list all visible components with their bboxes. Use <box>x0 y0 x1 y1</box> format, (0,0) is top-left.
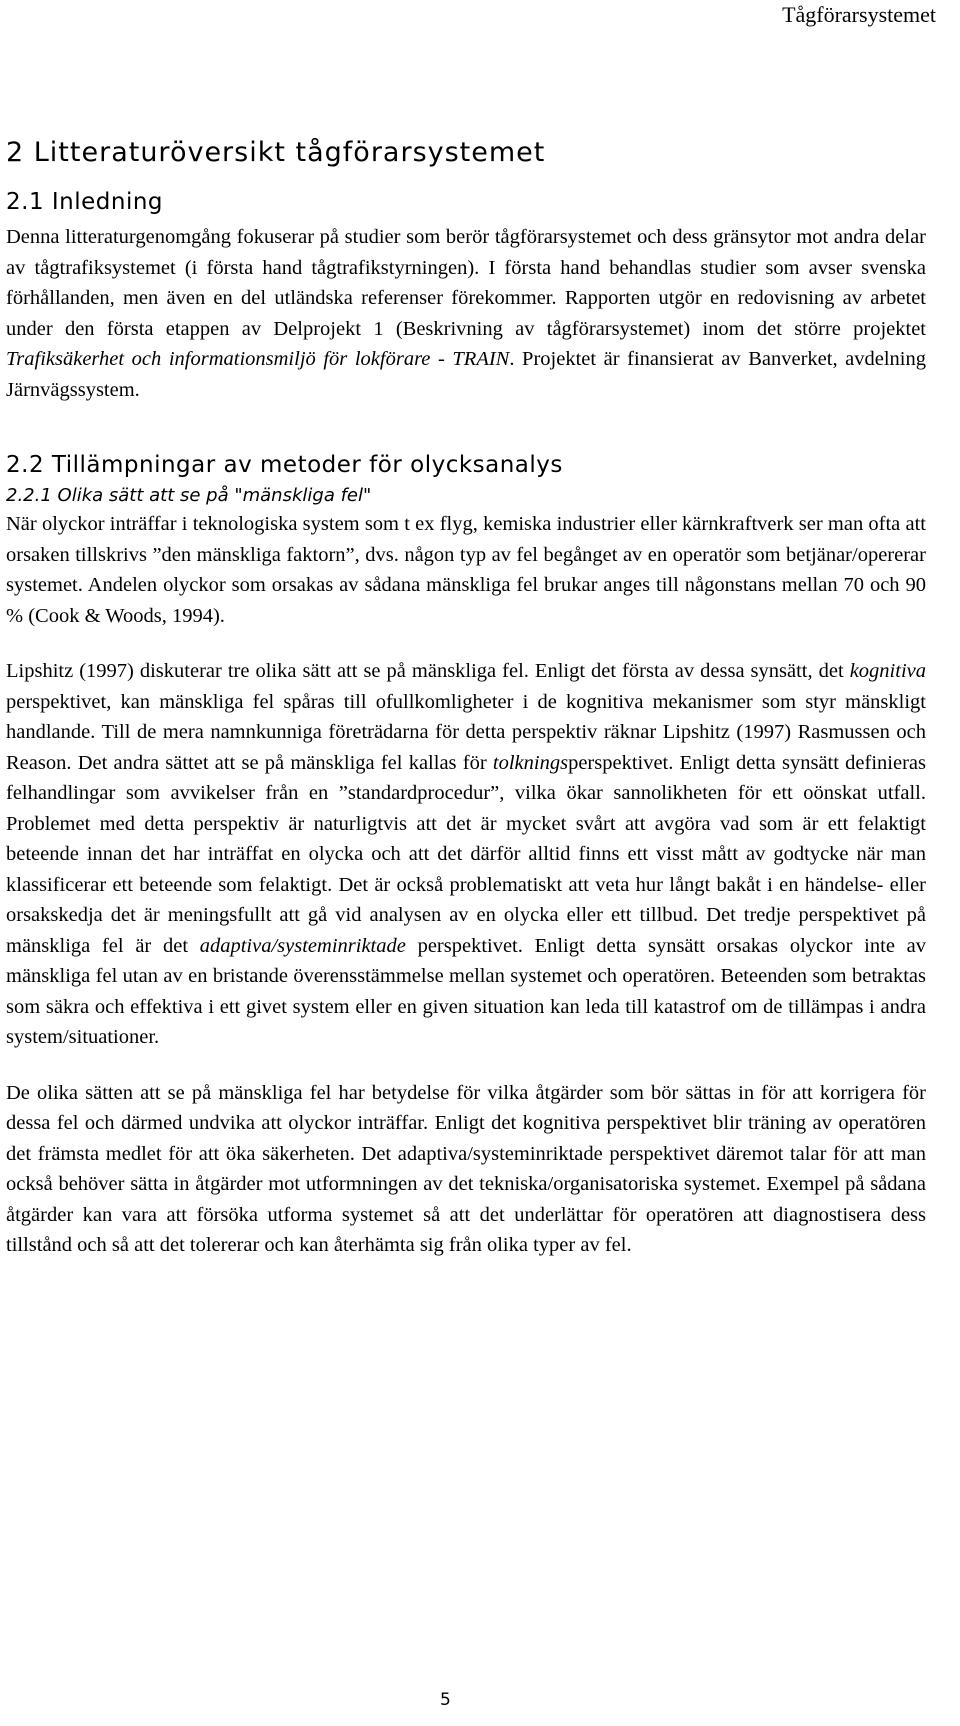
project-name: Trafiksäkerhet och informationsmiljö för lokförare - TRAIN <box>6 348 510 370</box>
text-run: . Projektet är finansierat av Banverket, avdelning Järnvägssystem. <box>6 348 926 401</box>
paragraph-olyckor: När olyckor inträffar i teknologiska system som t ex flyg, kemiska industrier eller kärnkraftverk ser man ofta att orsaken tillskrivs ”den mänskliga faktorn”, dvs. någon typ av fel begånget av en operatör som betjänar/opererar systemet. Andelen olyckor som orsakas av sådana mänskliga fel brukar anges till någonstans mellan 70 och 90 % (Cook & Woods, 1994). <box>6 513 926 627</box>
text-run: perspektivet, kan mänskliga fel spåras till ofullkomligheter i de kognitiva mekanismer som styr mänskligt handlande. Till de mera namnkunniga företrädarna för detta perspektiv räknar Lipshitz (1997) Rasmussen och Reason. Det andra sättet att se på mänskliga fel kallas för <box>6 690 926 774</box>
emphasis-kognitiva: kognitiva <box>849 660 926 682</box>
text-run: Lipshitz (1997) diskuterar tre olika sätt att se på mänskliga fel. Enligt det första av dessa synsätt, det <box>6 660 850 682</box>
text-run: perspektivet. Enligt detta synsätt orsakas olyckor inte av mänskliga fel utan av en bristande överensstämmelse mellan systemet och operatören. Beteenden som betraktas som säkra och effektiva i ett givet system eller en given situation kan leda till katastrof om de tillämpas i andra system/situationer. <box>6 934 926 1048</box>
page-number: 5 <box>440 1690 451 1710</box>
text-run: perspektivet. Enligt detta synsätt definieras felhandlingar som avvikelser från en ”standardprocedur”, vilka ökar sannolikheten för ett oönskat utfall. Problemet med detta perspektiv är naturligtvis att det är mycket svårt att avgöra vad som är ett felaktigt beteende innan det har inträffat en olycka och att det därför alltid finns ett visst mått av godtycke när man klassificerar ett beteende som felaktigt. Det är också problematiskt att veta hur långt bakåt i en händelse- eller orsakskedja det är meningsfullt att gå vid analysen av en olycka eller ett tillbud. Det tredje perspektivet på mänskliga fel är det <box>6 751 926 957</box>
section-heading-2: 2 Litteraturöversikt tågförarsystemet <box>6 137 546 168</box>
paragraph-lipshitz <box>6 656 926 1053</box>
running-header: Tågförarsystemet <box>782 2 936 27</box>
section-heading-2-1: 2.1 Inledning <box>6 189 164 215</box>
section-heading-2-2-1: 2.2.1 Olika sätt att se på "mänskliga fel" <box>6 485 372 506</box>
page-content <box>6 136 926 1261</box>
paragraph-inledning <box>6 222 926 405</box>
text-run: Denna litteraturgenomgång fokuserar på studier som berör tågförarsystemet och dess gränsytor mot andra delar av tågtrafiksystemet (i första hand tågtrafikstyrningen). I första hand behandlas studier som avser svenska förhållanden, men även en del utländska referenser förekommer. Rapporten utgör en redovisning av arbetet under den första etappen av Delprojekt 1 (Beskrivning av tågförarsystemet) inom det större projektet <box>6 226 926 340</box>
section-heading-2-2: 2.2 Tillämpningar av metoder för olycksanalys <box>6 452 563 478</box>
paragraph-atgarder: De olika sätten att se på mänskliga fel har betydelse för vilka åtgärder som bör sättas in för att korrigera för dessa fel och därmed undvika att olyckor inträffar. Enligt det kognitiva perspektivet blir träning av operatören det främsta medlet för att öka säkerheten. Det adaptiva/systeminriktade perspektivet däremot talar för att man också behöver sätta in åtgärder mot utformningen av det tekniska/organisatoriska systemet. Exempel på sådana åtgärder kan vara att försöka utforma systemet så att det underlättar för operatören att diagnostisera dess tillstånd och så att det tolererar och kan återhämta sig från olika typer av fel. <box>6 1081 926 1256</box>
emphasis-adaptiva: adaptiva/systeminriktade <box>199 934 406 957</box>
emphasis-tolknings: tolknings <box>492 751 569 774</box>
